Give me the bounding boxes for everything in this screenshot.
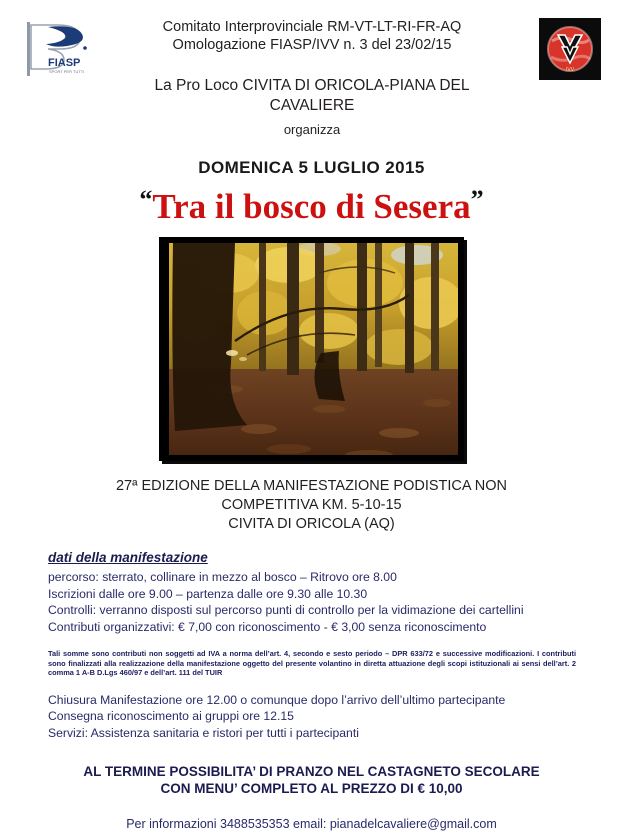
contact-info: Per informazioni 3488535353 email: pianadelcavaliere@gmail.com xyxy=(126,817,497,831)
event-title xyxy=(0,180,623,227)
fiasp-logo-icon xyxy=(18,18,100,80)
committee-heading xyxy=(110,18,514,54)
closing-details-section xyxy=(48,692,578,742)
legal-fineprint: Tali somme sono contributi non soggetti ad IVA a norma dell’art. 4, secondo e sesto periodo – DPR 633/72 e successive modificazioni. I contributi sono finalizzati alla realizzazione della manifestazione oggetto del presente volantino in diretta attuazione degli scopi istituzionali ai sensi dell’art. 2 comma 1 A-B D.Lgs 460/97 e dell’art. 111 del TUIR xyxy=(48,649,576,678)
lunch-line-2: CON MENU’ COMPLETO AL PREZZO DI € 10,00 xyxy=(160,781,463,797)
quote-close: ” xyxy=(470,185,484,214)
event-title-text: Tra il bosco di Sesera xyxy=(152,187,471,226)
details-percorso: percorso: sterrato, collinare in mezzo al bosco – Ritrovo ore 8.00 xyxy=(48,570,397,584)
svg-text:IVV: IVV xyxy=(565,67,575,73)
svg-text:SPORT PER TUTTI: SPORT PER TUTTI xyxy=(49,69,85,74)
flyer-header xyxy=(0,0,623,140)
committee-line-2: Omologazione FIASP/IVV n. 3 del 23/02/15 xyxy=(172,37,452,53)
lunch-offer xyxy=(0,763,623,797)
lunch-line-1: AL TERMINE POSSIBILITA’ DI PRANZO NEL CASTAGNETO SECOLARE xyxy=(83,764,540,780)
details-heading: dati della manifestazione xyxy=(48,550,208,565)
details-iscrizioni: Iscrizioni dalle ore 9.00 – partenza dalle ore 9.30 alle 10.30 xyxy=(48,586,368,601)
svg-text:FIASP: FIASP xyxy=(48,57,81,69)
event-date: DOMENICA 5 LUGLIO 2015 xyxy=(198,158,425,177)
organizer-line-1: La Pro Loco CIVITA DI ORICOLA-PIANA DEL xyxy=(154,77,470,94)
details-contributi: Contributi organizzativi: € 7,00 con riconoscimento - € 3,00 senza riconoscimento xyxy=(48,619,487,634)
ivv-logo-icon xyxy=(539,18,601,80)
closing-consegna: Consegna riconoscimento ai gruppi ore 12.15 xyxy=(48,709,294,724)
event-details-section xyxy=(48,550,578,635)
committee-line-1: Comitato Interprovinciale RM-VT-LT-RI-FR-AQ xyxy=(162,19,462,35)
subtitle-line-3: CIVITA DI ORICOLA (AQ) xyxy=(228,516,395,532)
closing-servizi: Servizi: Assistenza sanitaria e ristori per tutti i partecipanti xyxy=(48,725,359,740)
organizza-label: organizza xyxy=(283,122,341,137)
subtitle-line-1: 27ª EDIZIONE DELLA MANIFESTAZIONE PODISTICA NON xyxy=(115,478,508,494)
closing-chiusura: Chiusura Manifestazione ore 12.00 o comunque dopo l’arrivo dell’ultimo partecipante xyxy=(48,692,506,707)
event-subtitle xyxy=(0,477,623,534)
forest-photo-frame xyxy=(159,237,464,461)
organizer-line-2: CAVALIERE xyxy=(269,97,355,114)
organizer-heading xyxy=(100,76,524,116)
forest-photo xyxy=(169,243,458,455)
quote-open: “ xyxy=(139,185,153,214)
subtitle-line-2: COMPETITIVA KM. 5-10-15 xyxy=(221,497,402,513)
details-controlli: Controlli: verranno disposti sul percorso punti di controllo per la vidimazione dei cartellini xyxy=(48,603,524,617)
